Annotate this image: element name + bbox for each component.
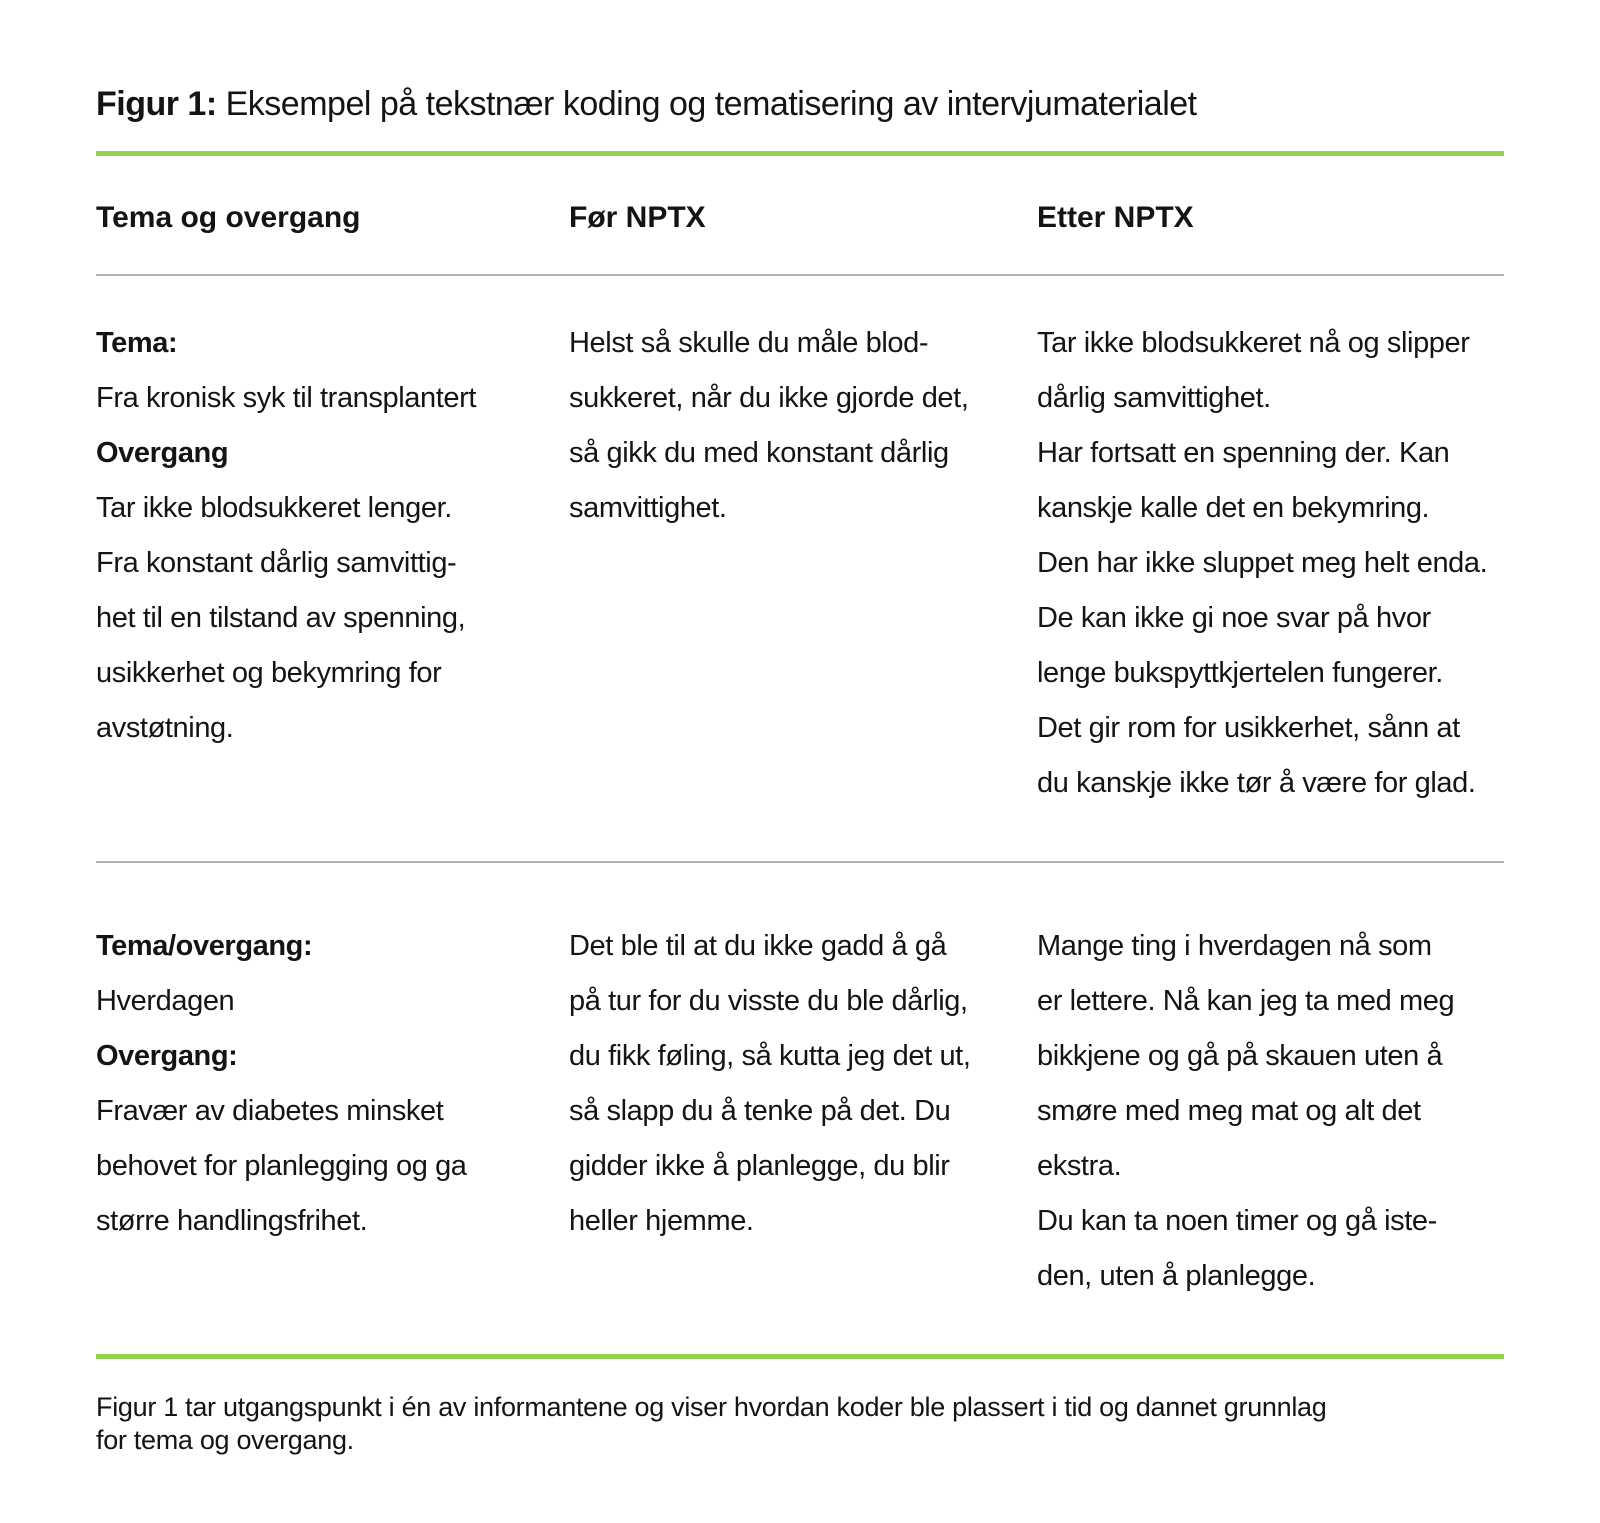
cell-line: Fravær av diabetes minsket: [96, 1095, 444, 1127]
cell-line: Du kan ta noen timer og gå iste-: [1037, 1205, 1437, 1237]
table-cell: [569, 316, 1037, 811]
cell-line: heller hjemme.: [569, 1205, 754, 1237]
cell-line: dårlig samvittighet.: [1037, 382, 1271, 414]
table-cell: [96, 316, 569, 811]
cell-line: ekstra.: [1037, 1150, 1122, 1182]
cell-line: Tar ikke blodsukkeret nå og slipper: [1037, 327, 1470, 359]
cell-line: den, uten å planlegge.: [1037, 1260, 1316, 1292]
table-row: [96, 863, 1504, 1354]
cell-line-bold: Tema/overgang:: [96, 930, 313, 962]
cell-line: behovet for planlegging og ga: [96, 1150, 467, 1182]
cell-line: er lettere. Nå kan jeg ta med meg: [1037, 985, 1455, 1017]
column-header-for-nptx: Før NPTX: [569, 201, 706, 234]
cell-line: smøre med meg mat og alt det: [1037, 1095, 1421, 1127]
cell-line: Helst så skulle du måle blod-: [569, 327, 929, 359]
cell-line: Har fortsatt en spenning der. Kan: [1037, 437, 1450, 469]
cell-line: på tur for du visste du ble dårlig,: [569, 985, 968, 1017]
table-cell: [96, 919, 569, 1304]
table-cell: [1037, 316, 1504, 811]
table-cell: [569, 919, 1037, 1304]
table-row: [96, 276, 1504, 861]
cell-line-bold: Overgang:: [96, 1040, 238, 1072]
cell-line: Det gir rom for usikkerhet, sånn at: [1037, 712, 1460, 744]
cell-line-bold: Tema:: [96, 327, 178, 359]
table-cell: [1037, 919, 1504, 1304]
cell-line: usikkerhet og bekymring for: [96, 657, 442, 689]
table-body: [96, 276, 1504, 1354]
cell-line: så gikk du med konstant dårlig: [569, 437, 949, 469]
cell-line: lenge bukspyttkjertelen fungerer.: [1037, 657, 1443, 689]
cell-line: gidder ikke å planlegge, du blir: [569, 1150, 950, 1182]
column-header-tema-og-overgang: Tema og overgang: [96, 201, 361, 234]
cell-line: bikkjene og gå på skauen uten å: [1037, 1040, 1443, 1072]
cell-line: samvittighet.: [569, 492, 727, 524]
cell-line: het til en tilstand av spenning,: [96, 602, 466, 634]
cell-line: avstøtning.: [96, 712, 234, 744]
cell-line: sukkeret, når du ikke gjorde det,: [569, 382, 969, 414]
figure-caption: [96, 1391, 1504, 1457]
cell-line: du kanskje ikke tør å være for glad.: [1037, 767, 1476, 799]
table-header-row: [96, 156, 1504, 274]
cell-line: De kan ikke gi noe svar på hvor: [1037, 602, 1431, 634]
bottom-green-rule: [96, 1354, 1504, 1359]
cell-line: Tar ikke blodsukkeret lenger.: [96, 492, 452, 524]
figure-title-text: Eksempel på tekstnær koding og tematisering av intervjumaterialet: [225, 85, 1197, 123]
figure-title-label: Figur 1:: [96, 85, 217, 123]
cell-line: Den har ikke sluppet meg helt enda.: [1037, 547, 1488, 579]
cell-line: Fra kronisk syk til transplantert: [96, 382, 477, 414]
column-header-etter-nptx: Etter NPTX: [1037, 201, 1194, 234]
figure-title: [96, 0, 1504, 124]
caption-line-1: Figur 1 tar utgangspunkt i én av informantene og viser hvordan koder ble plassert i tid og dannet grunnlag: [96, 1392, 1327, 1422]
cell-line: kanskje kalle det en bekymring.: [1037, 492, 1430, 524]
caption-line-2: for tema og overgang.: [96, 1425, 354, 1455]
cell-line: Det ble til at du ikke gadd å gå: [569, 930, 947, 962]
cell-line: Mange ting i hverdagen nå som: [1037, 930, 1432, 962]
cell-line: så slapp du å tenke på det. Du: [569, 1095, 951, 1127]
cell-line: Fra konstant dårlig samvittig-: [96, 547, 457, 579]
cell-line: Hverdagen: [96, 985, 235, 1017]
cell-line: større handlingsfrihet.: [96, 1205, 368, 1237]
cell-line-bold: Overgang: [96, 437, 229, 469]
cell-line: du fikk føling, så kutta jeg det ut,: [569, 1040, 971, 1072]
